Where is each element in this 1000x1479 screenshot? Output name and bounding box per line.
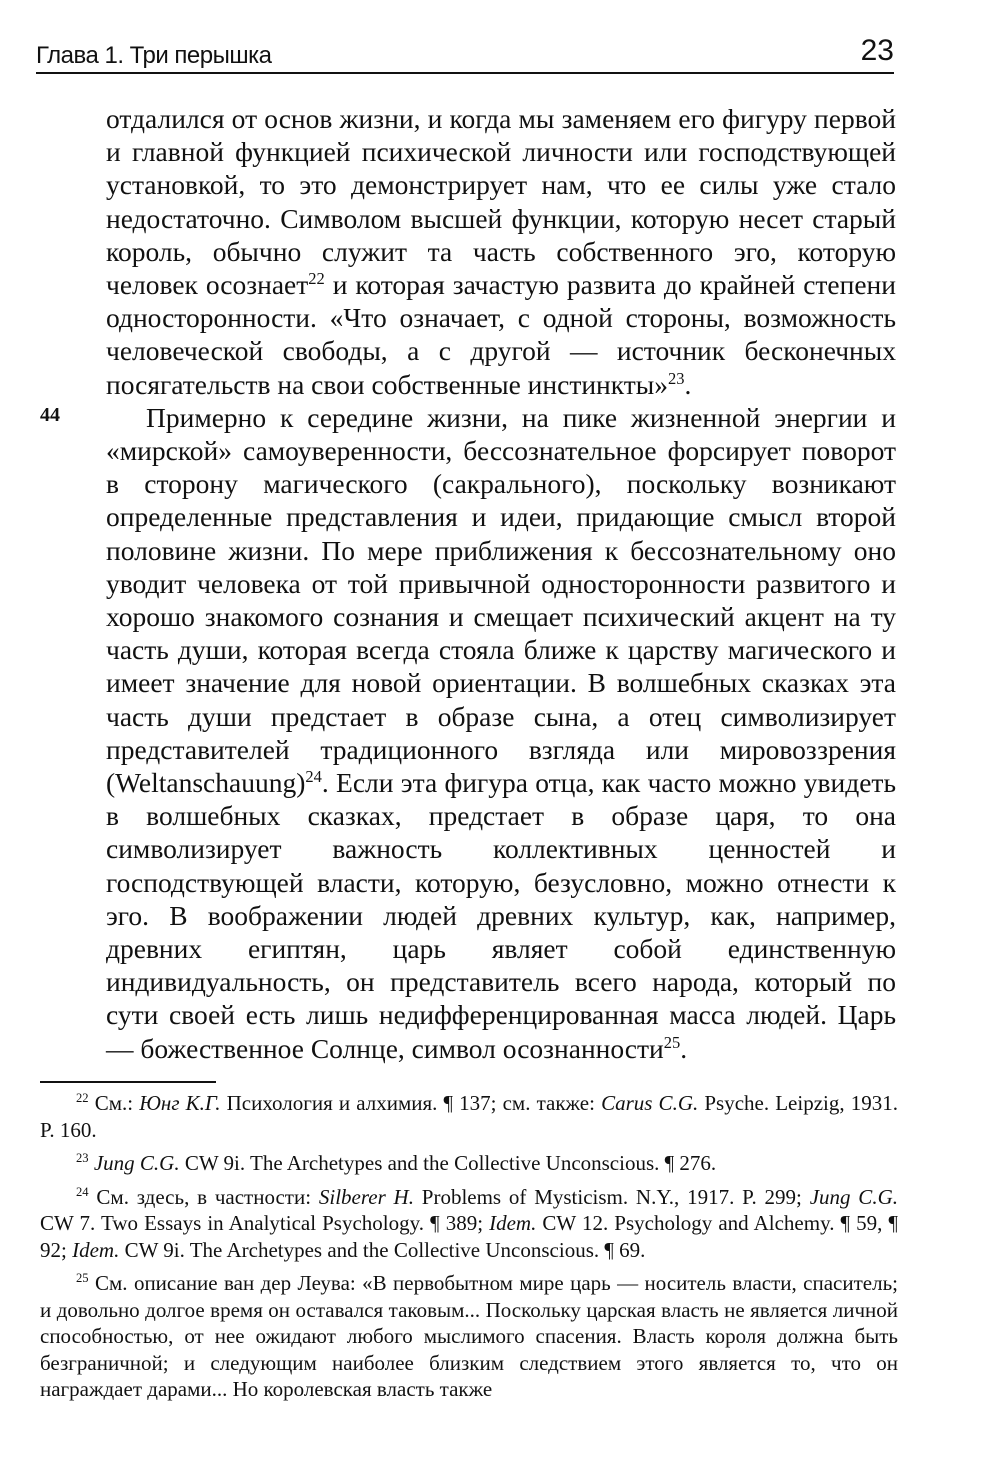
footnote-number: 22: [76, 1091, 89, 1105]
footnote-ref-25: 25: [663, 1032, 681, 1052]
footnote-author: Idem.: [489, 1211, 537, 1235]
footnote-number: 25: [76, 1271, 89, 1285]
footnote-23: [40, 1150, 898, 1177]
footnote-divider: [40, 1081, 216, 1083]
paragraph-text: Примерно к середине жизни, на пике жизненной энергии и «мирской» самоуверенности, бессознательное форсирует поворот в сторону магического (сакрального), поскольку возникают определенные представления и идеи, придающие смысл второй половине жизни. По мере приближения к бессознательному оно уводит человека от той привычной односторонности развитого и хорошо знакомого сознания и смещает психический акцент на ту часть души, которая всегда стояла ближе к царству магического и имеет значение для новой ориентации. В волшебных сказках эта часть души предстает в образе сына, а отец символизирует представителей традиционного взгляда или мировоззрения (Weltanschauung): [106, 401, 896, 799]
paragraph-text: отдалился от основ жизни, и когда мы заменяем его фигуру первой и главной функцией психической личности или господствующей установкой, то это демонстрирует нам, что ее силы уже стало недостаточно. Символом высшей функции, которую несет старый король, обычно служит та часть собственного эго, которую человек осознает: [106, 103, 896, 301]
footnote-25: [40, 1270, 898, 1403]
footnote-text: См. описание ван дер Леува: «В первобытном мире царь — носитель власти, спаситель; и довольно долгое время он оставался таковым... Поскольку царская власть не является личной способностью, от нее ожидают любого мыслимого спасения. Власть короля должна быть безграничной; и следующим наиболее близким следствием этого является то, что он награждает дарами... Но королевская власть также: [40, 1271, 898, 1401]
footnote-text: Psyche. Leipzig, 1931. P. 160.: [40, 1091, 898, 1142]
footnote-text: CW 12. Psychology and Alchemy. ¶ 59, ¶ 92;: [40, 1211, 898, 1262]
paragraph-text: и которая зачастую развита до крайней степени односторонности. «Что означает, с одной стороны, возможность человеческой свободы, а с другой — источник бесконечных посягательств на свои собственные инстинкты»: [106, 269, 896, 400]
footnote-author: Carus C.G.: [601, 1091, 699, 1115]
paragraph-text: .: [680, 1032, 688, 1064]
paragraph-text: .: [684, 368, 692, 400]
paragraph-text: . Если эта фигура отца, как часто можно увидеть в волшебных сказках, предстает в образе царя, то она символизирует важность коллективных ценностей и господствующей власти, которую, безусловно, можно отнести к эго. В воображении людей древних культур, как, например, древних египтян, царь являет собой единственную индивидуальность, он представитель всего народа, который по сути своей есть лишь недифференцированная масса людей. Царь — божественное Солнце, символ осознанности: [106, 767, 896, 1064]
footnote-text: См.:: [88, 1091, 140, 1115]
footnote-ref-23: 23: [668, 368, 685, 388]
main-text: [106, 102, 896, 1065]
footnote-number: 23: [76, 1151, 89, 1165]
footnote-author: Idem.: [72, 1237, 120, 1262]
footnote-ref-24: 24: [305, 766, 322, 786]
running-header: [36, 36, 894, 74]
footnote-24: [40, 1184, 898, 1264]
footnote-author: Jung C.G.: [809, 1184, 898, 1209]
running-title: Глава 1. Три перышка: [36, 42, 272, 69]
footnote-author: Юнг К.Г.: [139, 1091, 221, 1115]
footnote-text: Психология и алхимия. ¶ 137; см. также:: [220, 1091, 602, 1115]
paragraph-44: [106, 401, 896, 1065]
footnote-author: Jung C.G.: [88, 1151, 180, 1175]
paragraph-continued: [106, 102, 896, 401]
footnote-text: CW 7. Two Essays in Analytical Psychology. ¶ 389;: [40, 1211, 490, 1235]
footnote-text: CW 9i. The Archetypes and the Collective Unconscious. ¶ 69.: [119, 1237, 646, 1262]
paragraph-number: 44: [40, 404, 60, 426]
footnote-text: CW 9i. The Archetypes and the Collective Unconscious. ¶ 276.: [179, 1151, 717, 1175]
footnote-number: 24: [76, 1184, 89, 1199]
footnote-author: Silberer H.: [318, 1184, 414, 1209]
page-number: 23: [860, 34, 894, 67]
footnote-ref-22: 22: [308, 268, 325, 288]
footnotes: [40, 1090, 898, 1403]
footnote-text: См. здесь, в частности:: [88, 1184, 319, 1209]
footnote-22: [40, 1090, 898, 1143]
footnote-text: Problems of Mysticism. N.Y., 1917. P. 299;: [413, 1184, 810, 1209]
